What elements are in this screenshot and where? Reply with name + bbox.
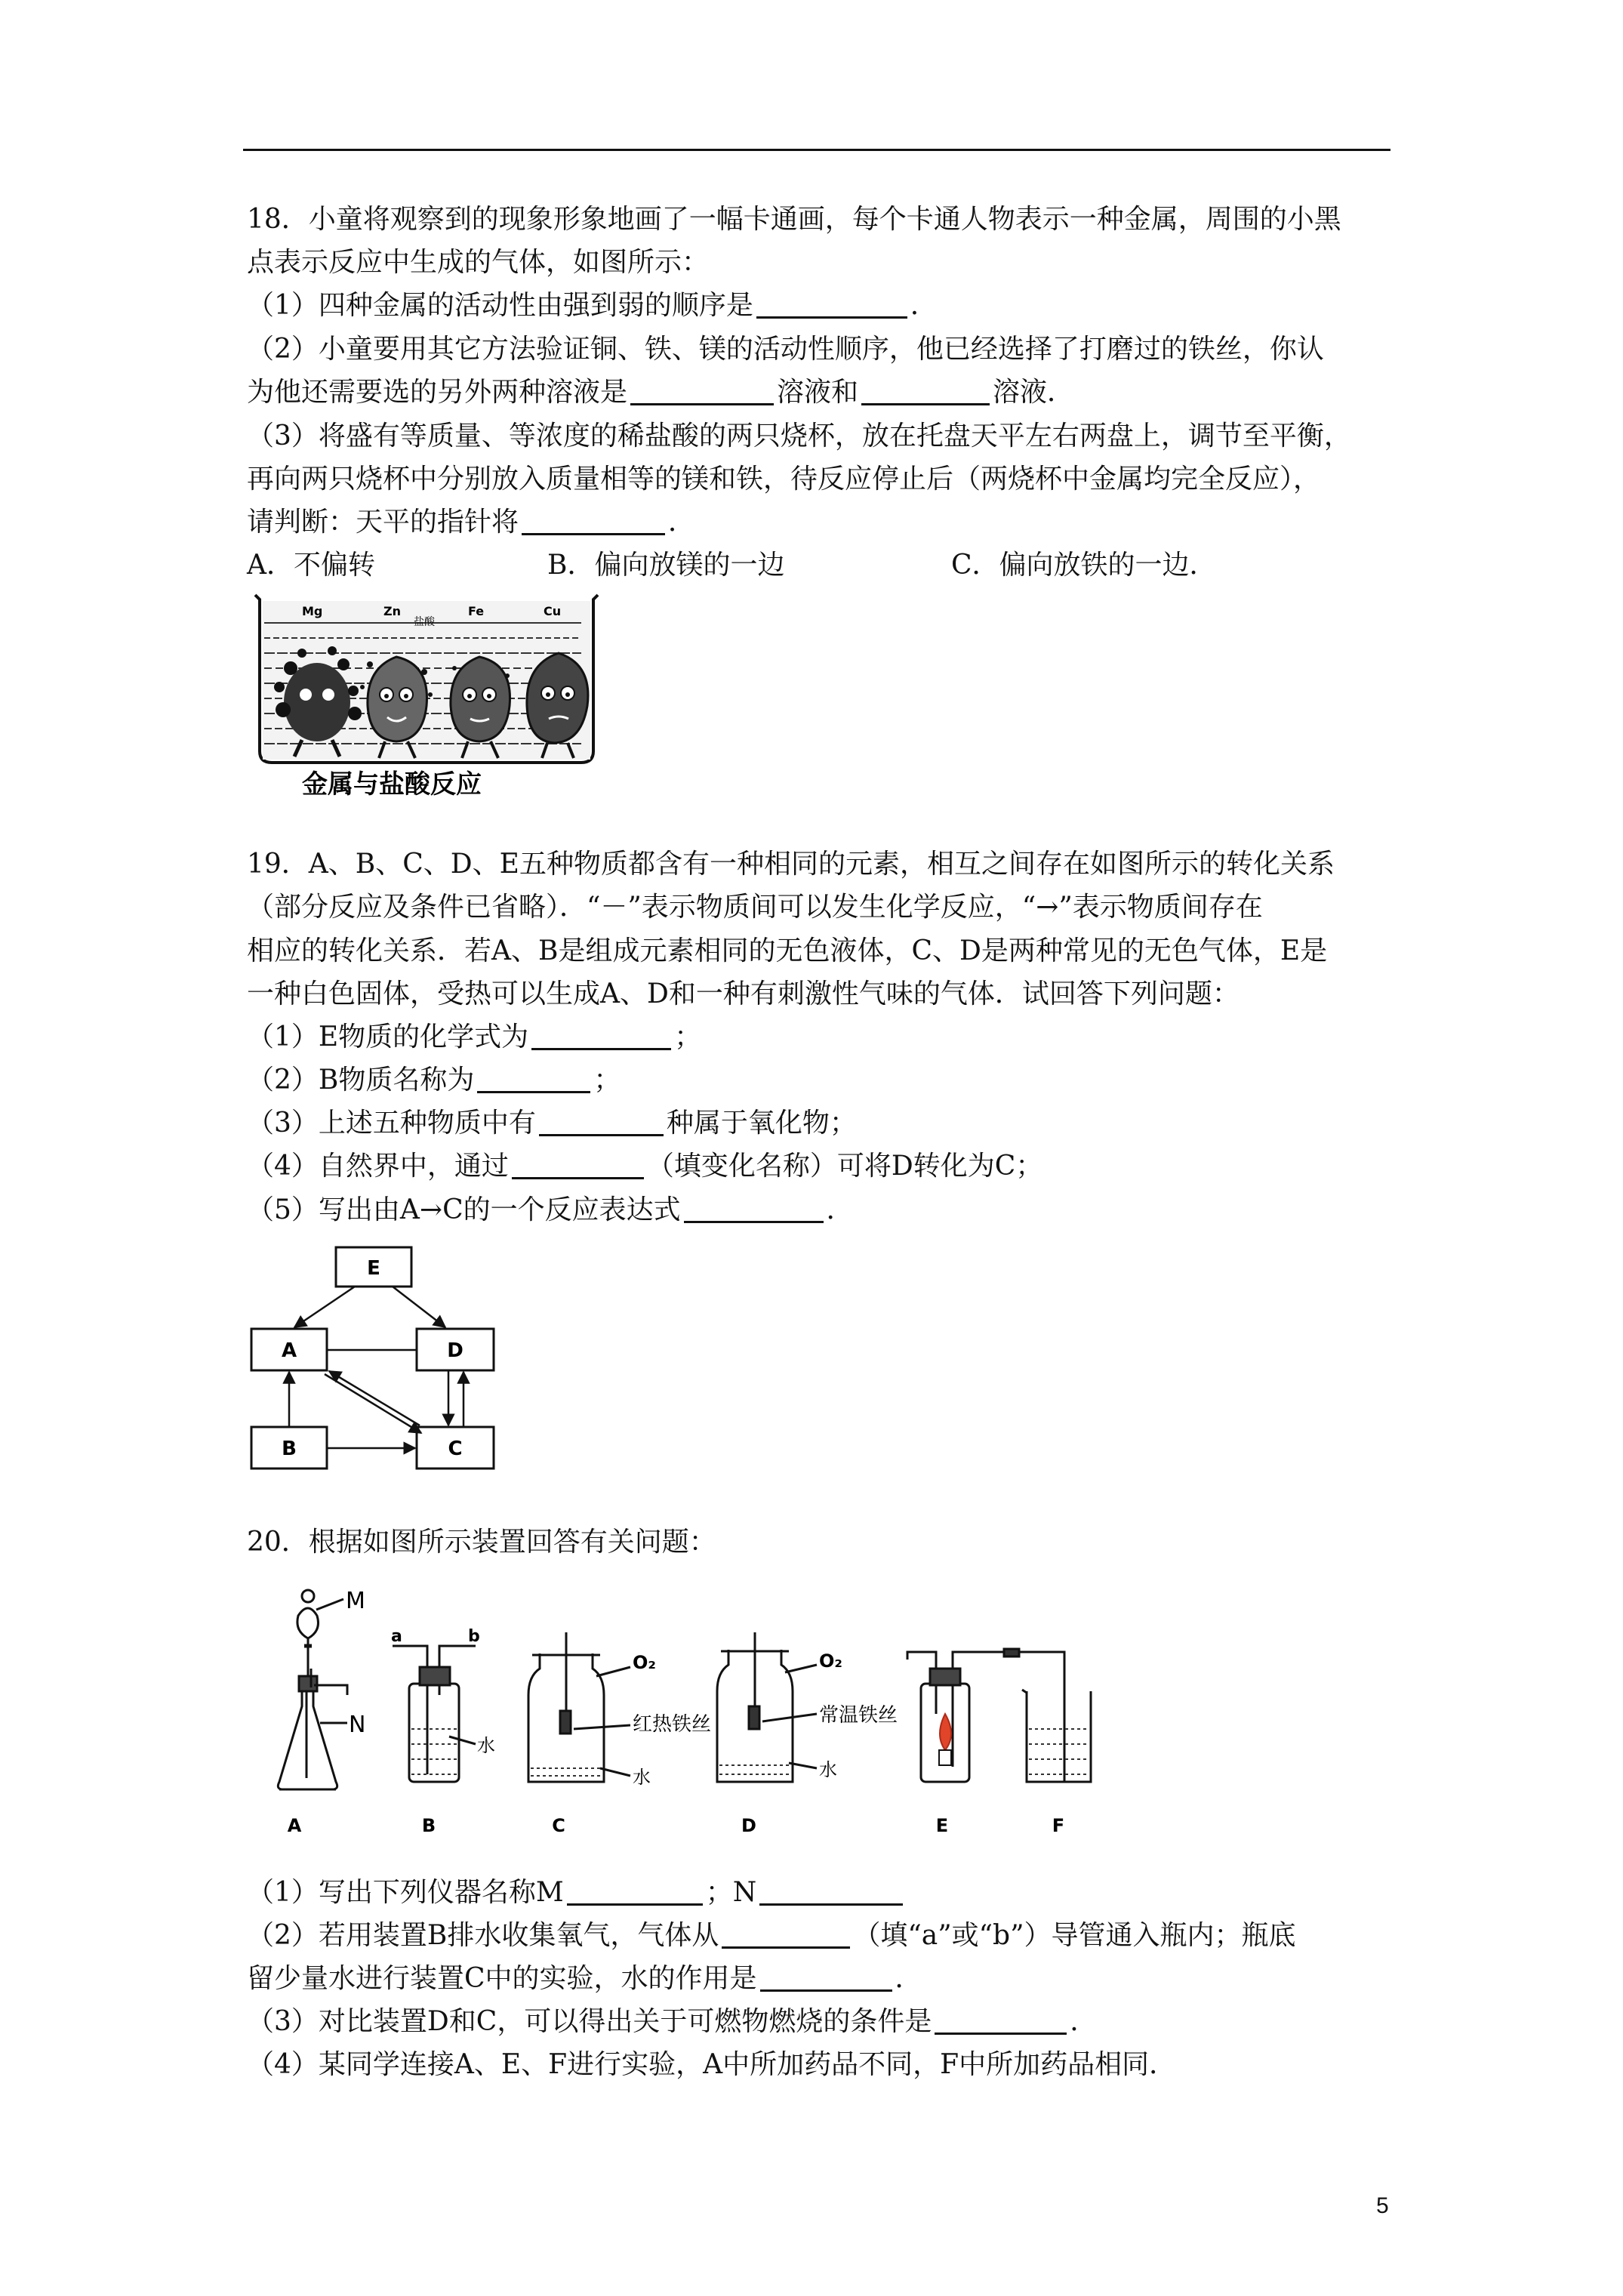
label-cold-wire: 常温铁丝: [819, 1704, 898, 1727]
q18-blank-2[interactable]: [630, 378, 774, 405]
q18-intro-line2: 点表示反应中生成的气体，如图所示：: [247, 247, 710, 278]
q18-part2-text-a: 为他还需要选的另外两种溶液是: [247, 377, 628, 408]
q19-part2: [247, 1063, 621, 1098]
metal-label-mg: Mg: [302, 604, 323, 618]
metal-label-fe: Fe: [468, 604, 485, 618]
q20-blank-3[interactable]: [722, 1921, 850, 1949]
q20-blank-4[interactable]: [760, 1964, 892, 1992]
q19-intro-line1: 19．A、B、C、D、E五种物质都含有一种相同的元素，相互之间存在如图所示的转化关系: [247, 849, 1335, 880]
q19-intro-line3: 相应的转化关系．若A、B是组成元素相同的无色液体，C、D是两种常见的无色气体，E是: [247, 935, 1328, 966]
acid-label: 盐酸: [414, 616, 435, 628]
q18-option-b[interactable]: B．偏向放镁的一边: [547, 550, 785, 581]
q19-part1-text: （1）E物质的化学式为: [247, 1022, 529, 1052]
label-hot-wire: 红热铁丝: [633, 1713, 712, 1736]
label-apparatus-e: E: [935, 1815, 949, 1836]
q18-metals-acid-figure: [249, 581, 619, 800]
q20-blank-5[interactable]: [935, 2007, 1067, 2035]
q18-part3-line2: 再向两只烧杯中分别放入质量相等的镁和铁，待反应停止后（两烧杯中金属均完全反应），: [247, 464, 1321, 495]
q19-part4: [247, 1149, 1042, 1184]
q18-blank-1[interactable]: [756, 291, 907, 319]
label-water-d: 水: [819, 1759, 837, 1780]
label-water-b: 水: [477, 1735, 495, 1756]
q18-part2-text-b: 溶液和: [777, 377, 859, 408]
q18-part2-text-c: 溶液．: [993, 377, 1075, 408]
q20-part2-text-a: （2）若用装置B排水收集氧气，气体从: [247, 1920, 719, 1951]
q19-blank-5[interactable]: [684, 1195, 824, 1223]
label-apparatus-a: A: [287, 1815, 302, 1836]
q19-part2-text: （2）B物质名称为: [247, 1065, 475, 1096]
q19-intro-line4: 一种白色固体，受热可以生成A、D和一种有刺激性气味的气体．试回答下列问题：: [247, 978, 1240, 1009]
label-m: M: [346, 1588, 365, 1614]
page-number: 5: [1376, 2193, 1389, 2218]
q18-part1: [247, 288, 938, 323]
metal-label-cu: Cu: [544, 604, 562, 618]
node-b: B: [282, 1438, 297, 1460]
node-c: C: [448, 1438, 463, 1460]
q19-part4-end: （填变化名称）可将D转化为C；: [646, 1151, 1043, 1182]
q18-option-c[interactable]: C．偏向放铁的一边．: [951, 550, 1217, 581]
q20-part1-text: （1）写出下列仪器名称M: [247, 1877, 564, 1908]
q18-intro-line1: 18．小童将观察到的现象形象地画了一幅卡通画，每个卡通人物表示一种金属，周围的小黑: [247, 204, 1341, 235]
q19-blank-3[interactable]: [539, 1108, 664, 1136]
node-a: A: [281, 1339, 297, 1362]
q19-intro-line2: （部分反应及条件已省略）．“－”表示物质间可以发生化学反应，“→”表示物质间存在: [247, 892, 1263, 923]
label-o2-d: O₂: [819, 1650, 842, 1672]
q19-blank-4[interactable]: [512, 1151, 644, 1179]
header-rule: [243, 149, 1390, 151]
label-water-c: 水: [633, 1767, 651, 1788]
q20-apparatus-figure: [242, 1563, 1102, 1850]
q18-part3-line3: [247, 505, 695, 540]
q18-figure-caption: 金属与盐酸反应: [302, 769, 482, 800]
apparatus-d-icon: [717, 1632, 817, 1782]
q18-blank-4[interactable]: [522, 507, 665, 535]
q20-part2-text-c: 留少量水进行装置C中的实验，水的作用是: [247, 1963, 757, 1994]
q20-blank-1[interactable]: [567, 1878, 703, 1906]
q18-option-a[interactable]: A．不偏转: [247, 550, 375, 581]
q18-part2-line1: （2）小童要用其它方法验证铜、铁、镁的活动性顺序，他已经选择了打磨过的铁丝，你认: [247, 334, 1324, 365]
q19-part5-end: ．: [826, 1194, 854, 1225]
q19-part5: [247, 1193, 854, 1228]
q20-blank-2[interactable]: [759, 1878, 903, 1906]
apparatus-a-icon: [278, 1590, 347, 1789]
q18-part1-text: （1）四种金属的活动性由强到弱的顺序是: [247, 290, 753, 321]
q19-part3: [247, 1106, 857, 1141]
q19-blank-2[interactable]: [477, 1065, 590, 1093]
node-d: D: [447, 1339, 463, 1362]
label-apparatus-f: F: [1052, 1815, 1065, 1836]
label-n: N: [349, 1712, 366, 1738]
q20-part2-end: ．: [895, 1963, 922, 1994]
label-b-tube: b: [468, 1627, 480, 1646]
label-a-tube: a: [391, 1627, 402, 1646]
q20-part2-line2: [247, 1962, 922, 1996]
q18-part2-line2: [247, 375, 1074, 410]
metal-label-zn: Zn: [383, 604, 401, 618]
q19-part1: [247, 1020, 701, 1055]
q20-part4: （4）某同学连接A、E、F进行实验，A中所加药品不同，F中所加药品相同．: [247, 2049, 1177, 2080]
q20-intro: 20．根据如图所示装置回答有关问题：: [247, 1527, 716, 1558]
q20-part3-text: （3）对比装置D和C，可以得出关于可燃物燃烧的条件是: [247, 2006, 932, 2037]
label-apparatus-d: D: [741, 1815, 756, 1836]
label-o2-c: O₂: [633, 1652, 656, 1673]
q19-part4-text: （4）自然界中，通过: [247, 1151, 509, 1182]
q20-part2-line1: [247, 1918, 1296, 1953]
label-apparatus-b: B: [421, 1815, 436, 1836]
q20-part3-end: ．: [1070, 2006, 1098, 2037]
q20-part2-text-b: （填“a”或“b”）导管通入瓶内；瓶底: [853, 1920, 1296, 1951]
apparatus-b-icon: [393, 1646, 476, 1782]
label-apparatus-c: C: [552, 1815, 565, 1836]
q20-part3: [247, 2005, 1097, 2039]
q19-part3-text: （3）上述五种物质中有: [247, 1108, 536, 1139]
q18-part1-end: ．: [910, 290, 938, 321]
q18-part3-text: 请判断：天平的指针将: [247, 507, 519, 538]
q19-part3-end: 种属于氧化物；: [666, 1108, 857, 1139]
apparatus-f-icon: [1022, 1690, 1091, 1782]
q19-blank-1[interactable]: [531, 1022, 671, 1050]
apparatus-e-icon: [907, 1649, 1064, 1782]
q18-blank-3[interactable]: [861, 378, 990, 405]
apparatus-c-icon: [528, 1632, 630, 1782]
q20-part1-text-b: ；N: [705, 1877, 757, 1908]
q18-part3-end: ．: [668, 507, 696, 538]
q19-transformation-diagram: [242, 1238, 513, 1480]
q18-part3-line1: （3）将盛有等质量、等浓度的稀盐酸的两只烧杯，放在托盘天平左右两盘上，调节至平衡，: [247, 421, 1351, 451]
q19-part5-text: （5）写出由A→C的一个反应表达式: [247, 1194, 681, 1225]
q20-part1: [247, 1875, 906, 1910]
node-e: E: [367, 1257, 380, 1280]
q19-part2-end: ；: [593, 1065, 621, 1096]
q19-part1-end: ；: [674, 1022, 702, 1052]
